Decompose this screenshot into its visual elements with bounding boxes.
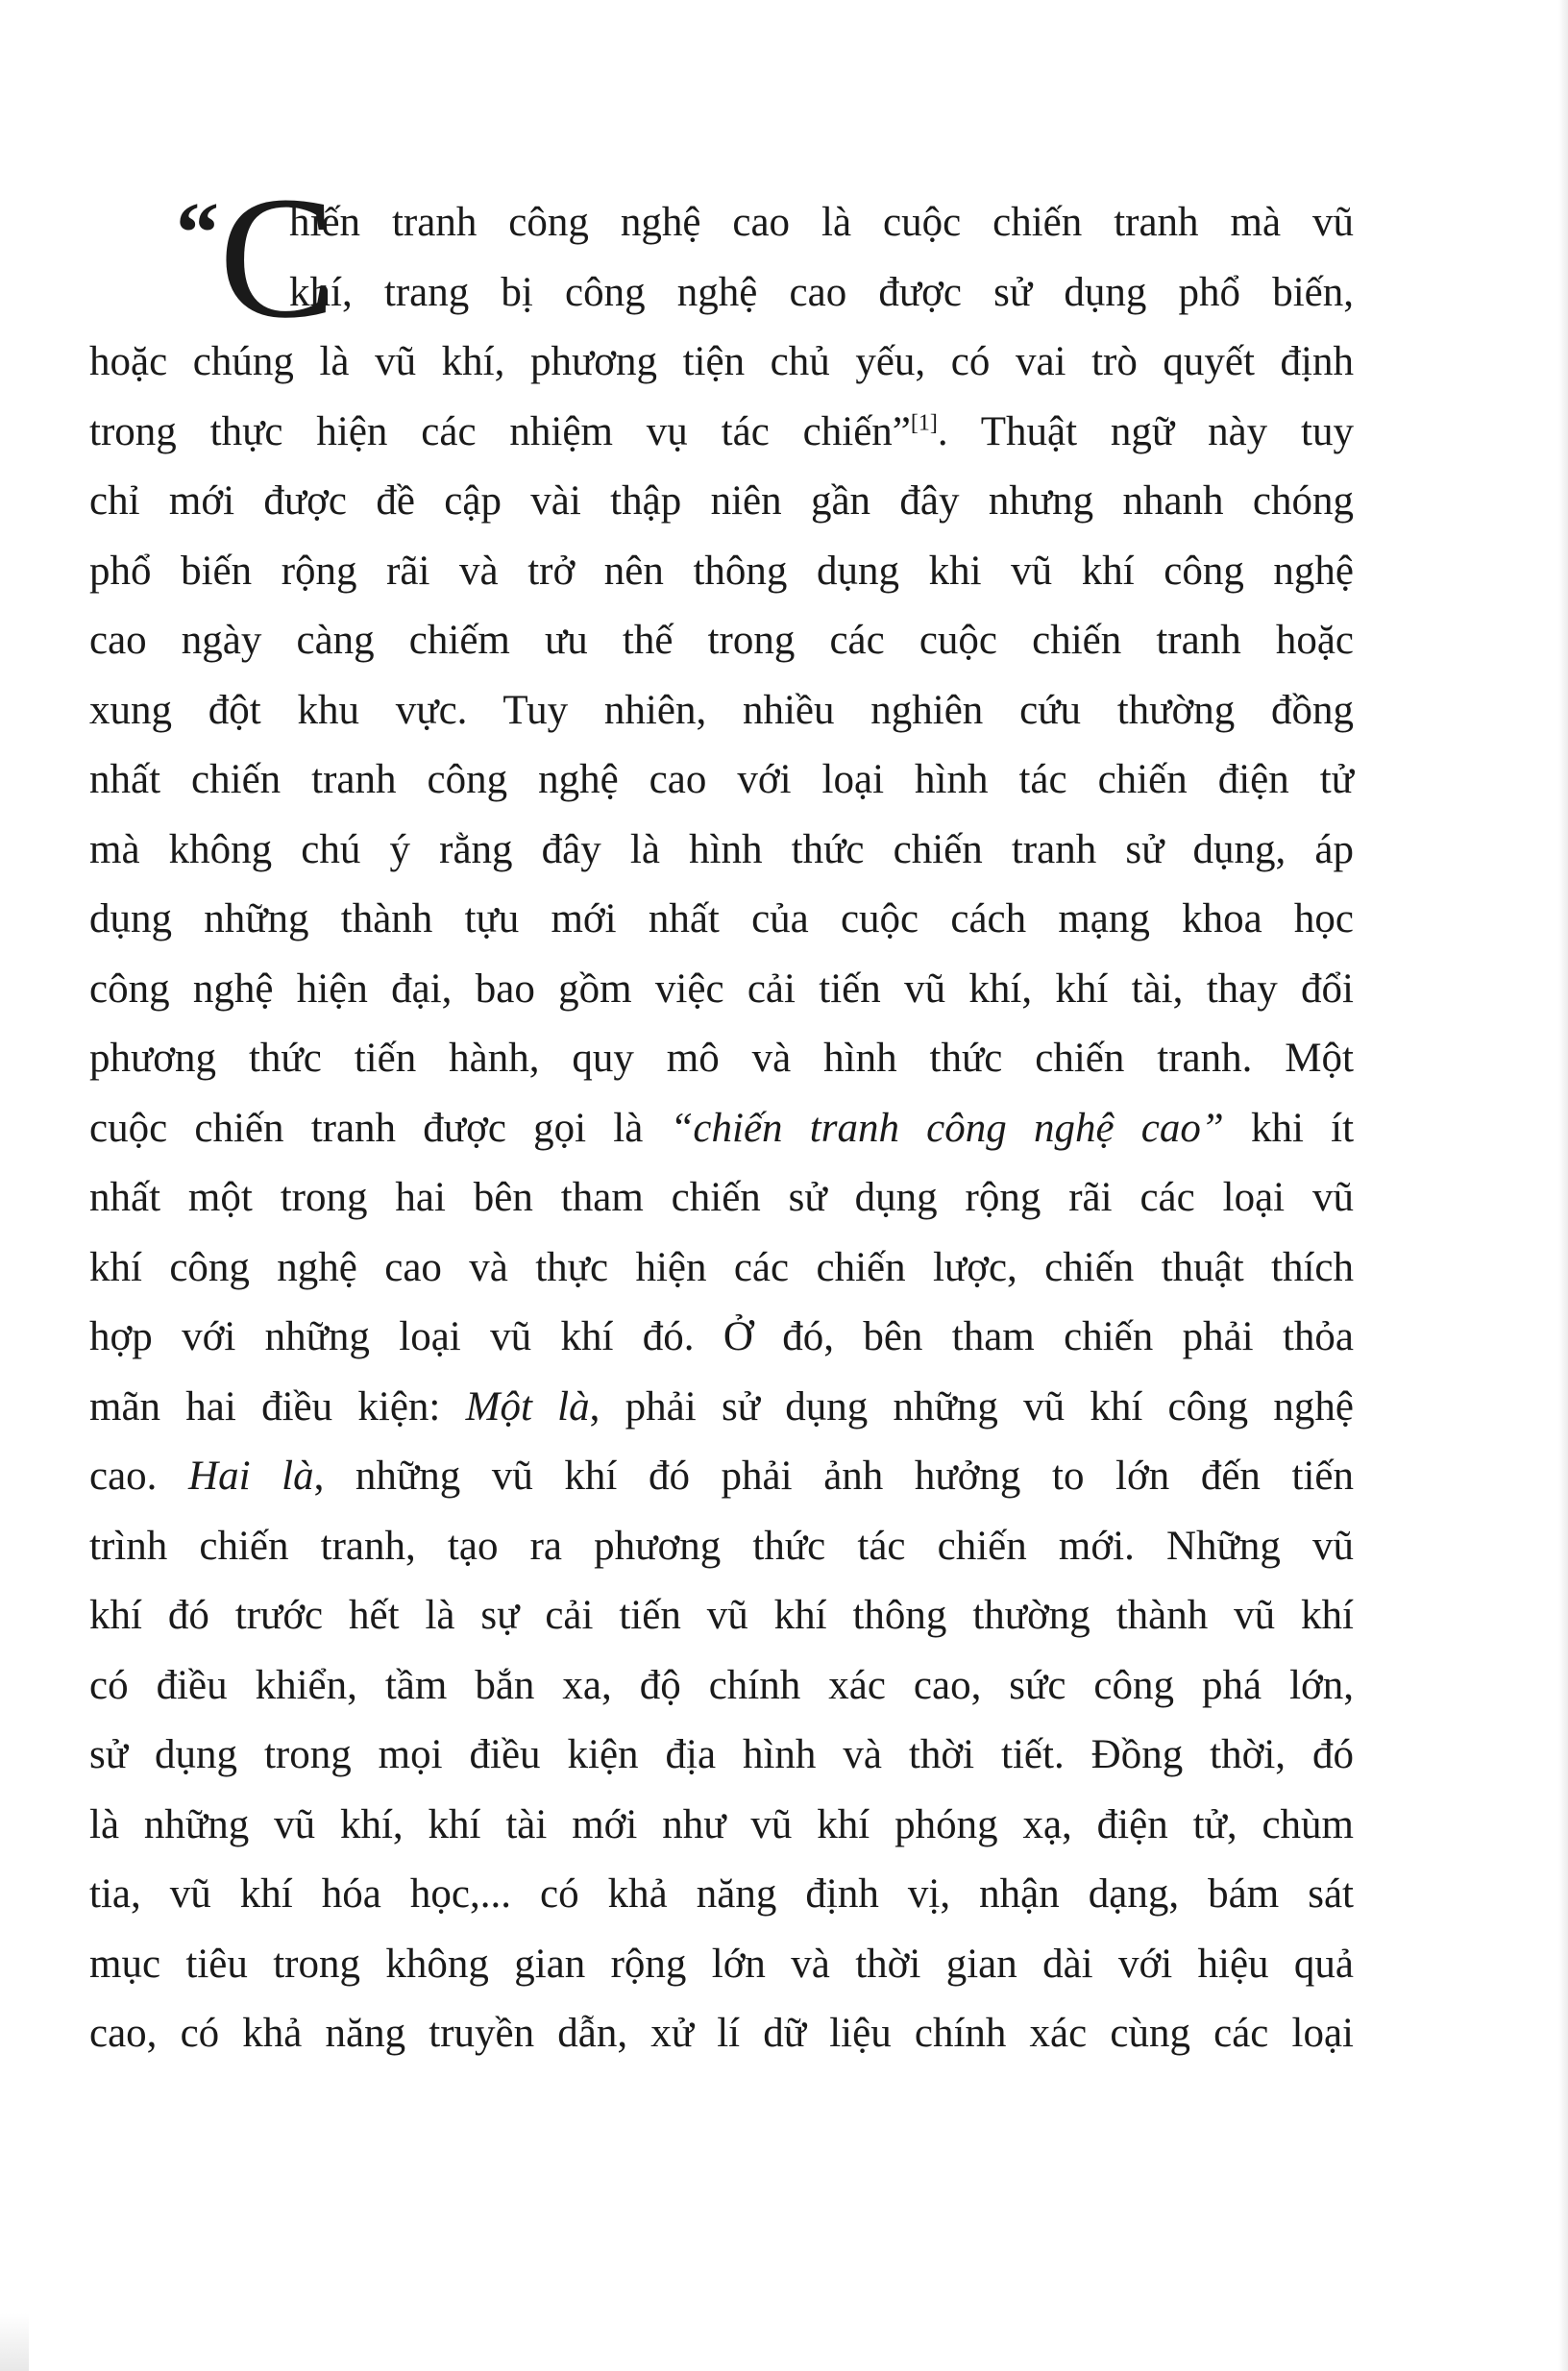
text-segment: khi ít bbox=[1223, 1105, 1355, 1151]
text-segment: , phải sử dụng những vũ khí công nghệ bbox=[589, 1383, 1354, 1430]
text-segment: , những vũ khí đó phải ảnh hưởng to lớn đến tiến bbox=[313, 1454, 1354, 1499]
text-line: xung đột khu vực. Tuy nhiên, nhiều nghiên cứu thường đồng bbox=[89, 687, 1354, 733]
text-line: trình chiến tranh, tạo ra phương thức tác chiến mới. Những vũ bbox=[89, 1523, 1354, 1569]
footnote-reference[interactable]: [1] bbox=[910, 410, 938, 436]
text-line: dụng những thành tựu mới nhất của cuộc cách mạng khoa học bbox=[89, 896, 1354, 941]
text-line: khí, trang bị công nghệ cao được sử dụng phổ biến, bbox=[289, 269, 1354, 315]
text-line: phương thức tiến hành, quy mô và hình thức chiến tranh. Một bbox=[89, 1036, 1354, 1081]
body-paragraph bbox=[89, 161, 1355, 2069]
text-line: hiến tranh công nghệ cao là cuộc chiến tranh mà vũ bbox=[289, 200, 1354, 245]
text-segment: mãn hai điều kiện: bbox=[89, 1383, 466, 1430]
text-line bbox=[89, 1094, 1354, 1164]
text-segment: cao. bbox=[89, 1454, 189, 1499]
text-line: nhất một trong hai bên tham chiến sử dụng rộng rãi các loại vũ bbox=[89, 1175, 1354, 1220]
page-edge-shadow bbox=[1558, 0, 1568, 2371]
text-line: sử dụng trong mọi điều kiện địa hình và thời tiết. Đồng thời, đó bbox=[89, 1732, 1354, 1777]
text-line: hoặc chúng là vũ khí, phương tiện chủ yếu, có vai trò quyết định bbox=[89, 339, 1354, 384]
text-line: hợp với những loại vũ khí đó. Ở đó, bên tham chiến phải thỏa bbox=[89, 1314, 1354, 1359]
text-segment: . Thuật ngữ này tuy bbox=[937, 408, 1354, 454]
dropcap-block bbox=[89, 161, 336, 354]
text-line: khí đó trước hết là sự cải tiến vũ khí thông thường thành vũ khí bbox=[89, 1593, 1354, 1638]
text-line: cao, có khả năng truyền dẫn, xử lí dữ liệu chính xác cùng các loại bbox=[89, 2011, 1354, 2056]
italic-term: “chiến tranh công nghệ cao” bbox=[670, 1105, 1224, 1151]
text-segment: trong thực hiện các nhiệm vụ tác chiến” bbox=[89, 408, 911, 454]
text-line: tia, vũ khí hóa học,... có khả năng định vị, nhận dạng, bám sát bbox=[89, 1871, 1354, 1917]
text-segment: cuộc chiến tranh được gọi là bbox=[89, 1105, 671, 1151]
italic-term: Một là bbox=[465, 1383, 590, 1430]
text-line: mà không chú ý rằng đây là hình thức chiến tranh sử dụng, áp bbox=[89, 826, 1354, 872]
text-line: khí công nghệ cao và thực hiện các chiến lược, chiến thuật thích bbox=[89, 1244, 1354, 1290]
text-line: mục tiêu trong không gian rộng lớn và thời gian dài với hiệu quả bbox=[89, 1941, 1354, 1987]
text-line bbox=[89, 1373, 1354, 1443]
dropcap-letter: C bbox=[219, 161, 336, 354]
italic-term: Hai là bbox=[188, 1454, 314, 1499]
text-line: nhất chiến tranh công nghệ cao với loại hình tác chiến điện tử bbox=[89, 757, 1354, 802]
opening-quote-mark: “ bbox=[176, 185, 213, 281]
text-line: cao ngày càng chiếm ưu thế trong các cuộc chiến tranh hoặc bbox=[89, 618, 1354, 663]
text-line bbox=[89, 398, 1354, 468]
text-line: có điều khiển, tầm bắn xa, độ chính xác cao, sức công phá lớn, bbox=[89, 1662, 1354, 1708]
text-line: công nghệ hiện đại, bao gồm việc cải tiến vũ khí, khí tài, thay đổi bbox=[89, 966, 1354, 1012]
text-line: là những vũ khí, khí tài mới như vũ khí phóng xạ, điện tử, chùm bbox=[89, 1801, 1354, 1847]
text-line: chỉ mới được đề cập vài thập niên gần đây nhưng nhanh chóng bbox=[89, 478, 1354, 524]
scan-smudge bbox=[0, 2313, 29, 2371]
text-line: phổ biến rộng rãi và trở nên thông dụng khi vũ khí công nghệ bbox=[89, 548, 1354, 594]
text-line bbox=[89, 1442, 1354, 1512]
